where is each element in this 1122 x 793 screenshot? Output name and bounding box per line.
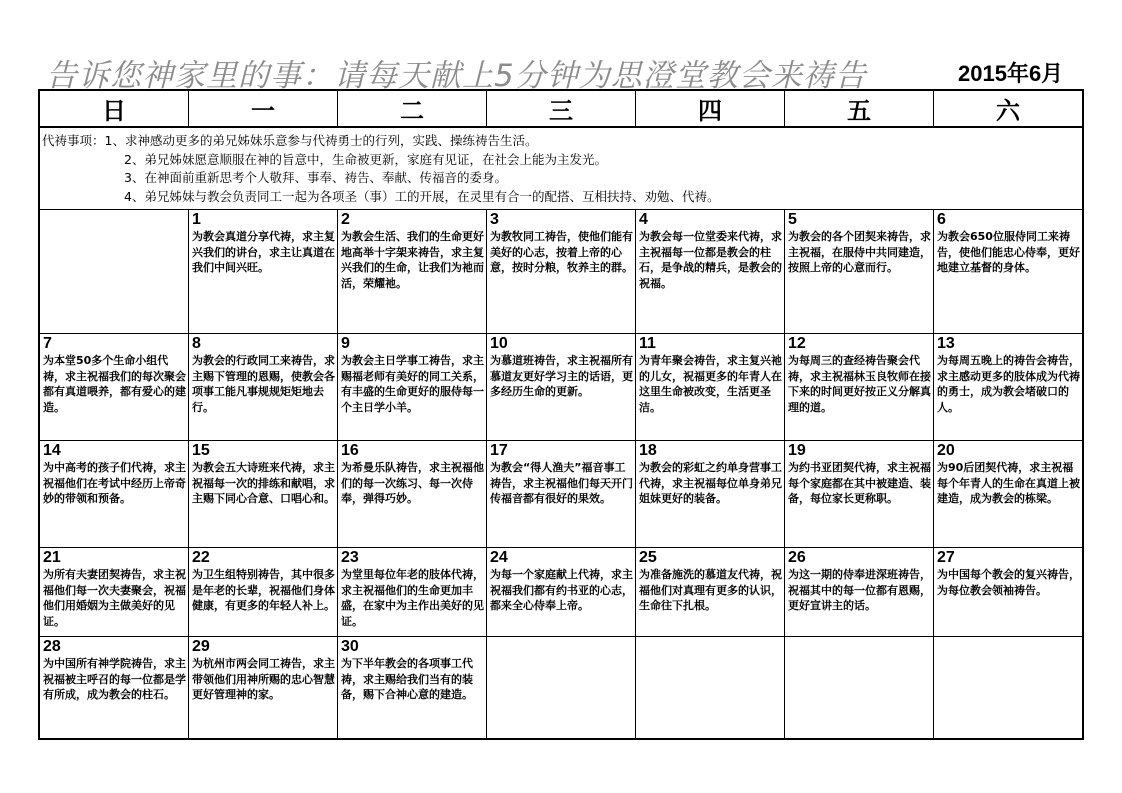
prayer-heading: 代祷事项： xyxy=(42,133,105,148)
day-prayer-text: 为中国每个教会的复兴祷告，为每位教会领袖祷告。 xyxy=(937,568,1080,597)
day-number: 19 xyxy=(788,442,806,459)
day-prayer-text: 为每周五晚上的祷告会祷告，求主感动更多的肢体成为代祷的勇士，成为教会堵破口的人。 xyxy=(937,354,1080,414)
day-number: 23 xyxy=(341,549,359,566)
day-cell xyxy=(40,441,189,547)
day-number: 3 xyxy=(490,211,499,228)
day-cell xyxy=(934,441,1082,547)
day-cell xyxy=(636,548,785,636)
day-prayer-text: 为教会主日学事工祷告，求主赐福老师有美好的同工关系，有丰盛的生命更好的服侍每一个主日学小羊。 xyxy=(341,354,484,414)
day-prayer-text: 为慕道班祷告，求主祝福所有慕道友更好学习主的话语，更多经历生命的更新。 xyxy=(490,354,633,398)
day-number: 18 xyxy=(639,442,657,459)
day-prayer-text: 为卫生组特别祷告，其中很多是年老的长辈，祝福他们身体健康，有更多的年轻人补上。 xyxy=(192,568,335,612)
day-prayer-text: 为每周三的查经祷告聚会代祷，求主祝福林玉良牧师在接下来的时间更好按正义分解真理的道。 xyxy=(788,354,931,414)
day-cell xyxy=(338,637,487,738)
day-prayer-text: 为教会的彩虹之约单身营事工代祷，求主祝福每位单身弟兄姐妹更好的装备。 xyxy=(639,461,782,505)
day-number: 28 xyxy=(43,638,61,655)
day-cell xyxy=(487,548,636,636)
day-number: 16 xyxy=(341,442,359,459)
day-prayer-text: 为下半年教会的各项事工代祷，求主赐给我们当有的装备，赐下合神心意的建造。 xyxy=(341,657,473,701)
day-number: 27 xyxy=(937,549,955,566)
weekday-wed: 三 xyxy=(487,91,636,126)
day-number: 2 xyxy=(341,211,350,228)
day-cell xyxy=(934,334,1082,440)
day-number: 1 xyxy=(192,211,201,228)
day-cell xyxy=(487,637,636,738)
page-title: 告诉您神家里的事：请每天献上5分钟为思澄堂教会来祷告 xyxy=(46,58,867,94)
day-prayer-text: 为教会的各个团契来祷告，求主祝福，在服侍中共同建造，按照上帝的心意而行。 xyxy=(788,230,931,274)
day-prayer-text: 为每一个家庭献上代祷，求主祝福我们都有约书亚的心志，都来全心侍奉上帝。 xyxy=(490,568,633,612)
weekday-mon: 一 xyxy=(189,91,338,126)
day-number: 25 xyxy=(639,549,657,566)
calendar-week-row xyxy=(40,637,1082,738)
day-prayer-text: 为中国所有神学院祷告，求主祝福被主呼召的每一位都是学有所成，成为教会的柱石。 xyxy=(43,657,186,701)
day-prayer-text: 为青年聚会祷告，求主复兴祂的儿女，祝福更多的年青人在这里生命被改变，生活更圣洁。 xyxy=(639,354,782,414)
prayer-item: 2、弟兄姊妹愿意顺服在神的旨意中，生命被更新，家庭有见证，在社会上能为主发光。 xyxy=(124,151,607,167)
day-cell xyxy=(785,441,934,547)
weekday-header xyxy=(40,91,1082,128)
day-prayer-text: 为教会五大诗班来代祷，求主祝福每一次的排练和献唱，求主赐下同心合意、口唱心和。 xyxy=(192,461,335,505)
day-cell xyxy=(338,334,487,440)
day-prayer-text: 为90后团契代祷，求主祝福每个年青人的生命在真道上被建造，成为教会的栋梁。 xyxy=(937,461,1080,505)
day-number: 14 xyxy=(43,442,61,459)
day-number: 13 xyxy=(937,335,955,352)
weekday-tue: 二 xyxy=(338,91,487,126)
day-cell xyxy=(934,548,1082,636)
day-cell xyxy=(487,210,636,333)
day-cell xyxy=(636,637,785,738)
day-cell xyxy=(785,548,934,636)
calendar-week-row xyxy=(40,334,1082,441)
weekday-fri: 五 xyxy=(785,91,934,126)
day-cell xyxy=(189,441,338,547)
prayer-item: 4、弟兄姊妹与教会负责同工一起为各项圣（事）工的开展，在灵里有合一的配搭、互相扶持、劝勉、代祷。 xyxy=(124,188,720,204)
weekday-sat: 六 xyxy=(996,97,1020,125)
day-number: 22 xyxy=(192,549,210,566)
day-cell xyxy=(934,637,1082,738)
day-cell xyxy=(40,548,189,636)
day-cell xyxy=(785,637,934,738)
day-number: 12 xyxy=(788,335,806,352)
day-cell xyxy=(189,210,338,333)
day-cell xyxy=(487,441,636,547)
prayer-item: 3、在神面前重新思考个人敬拜、事奉、祷告、奉献、传福音的委身。 xyxy=(124,170,507,185)
day-cell xyxy=(40,334,189,440)
day-prayer-text: 为堂里每位年老的肢体代祷，求主祝福他们的生命更加丰盛，在家中为主作出美好的见证。 xyxy=(341,568,484,628)
day-cell xyxy=(189,548,338,636)
day-cell xyxy=(189,637,338,738)
day-cell xyxy=(40,210,189,333)
day-number: 11 xyxy=(639,335,656,352)
day-prayer-text: 为教会的行政同工来祷告，求主赐下管理的恩赐，使教会各项事工能凡事规规矩矩地去行。 xyxy=(192,354,335,414)
day-cell xyxy=(785,210,934,333)
day-number: 29 xyxy=(192,638,210,655)
day-number: 24 xyxy=(490,549,508,566)
day-prayer-text: 为教牧同工祷告，使他们能有美好的心志，按着上帝的心意，按时分粮，牧养主的群。 xyxy=(490,230,633,274)
day-prayer-text: 为约书亚团契代祷，求主祝福每个家庭都在其中被建造、装备，每位家长更称职。 xyxy=(788,461,931,505)
day-cell xyxy=(338,441,487,547)
day-number: 30 xyxy=(341,638,359,655)
prayer-item: 1、求神感动更多的弟兄姊妹乐意参与代祷勇士的行列，实践、操练祷告生活。 xyxy=(104,133,538,148)
weekday-sun: 日 xyxy=(40,91,189,126)
day-prayer-text: 为准备施洗的慕道友代祷，祝福他们对真理有更多的认识，生命往下扎根。 xyxy=(639,568,782,612)
calendar-week-row xyxy=(40,548,1082,637)
calendar-week-row xyxy=(40,210,1082,334)
day-cell xyxy=(636,210,785,333)
day-cell xyxy=(338,548,487,636)
day-prayer-text: 为教会每一位堂委来代祷，求主祝福每一位都是教会的柱石，是争战的精兵，是教会的祝福。 xyxy=(639,230,782,290)
day-prayer-text: 为教会650位服侍同工来祷告，使他们能忠心侍奉，更好地建立基督的身体。 xyxy=(937,230,1080,274)
month-label: 2015年6月 xyxy=(958,61,1064,86)
day-number: 10 xyxy=(490,335,508,352)
day-number: 6 xyxy=(937,211,946,228)
day-cell xyxy=(40,637,189,738)
day-number: 15 xyxy=(192,442,210,459)
day-cell xyxy=(487,334,636,440)
day-cell xyxy=(636,334,785,440)
day-number: 9 xyxy=(341,335,350,352)
day-number: 4 xyxy=(639,211,648,228)
day-prayer-text: 为教会“得人渔夫”福音事工祷告，求主祝福他们每天开门传福音都有很好的果效。 xyxy=(490,461,633,505)
prayer-items xyxy=(40,128,1082,210)
day-cell xyxy=(636,441,785,547)
day-cell xyxy=(785,334,934,440)
day-prayer-text: 为中高考的孩子们代祷，求主祝福他们在考试中经历上帝奇妙的带领和预备。 xyxy=(43,461,186,505)
day-number: 26 xyxy=(788,549,806,566)
day-prayer-text: 为所有夫妻团契祷告，求主祝福他们每一次夫妻聚会，祝福他们用婚姻为主做美好的见证。 xyxy=(43,568,186,628)
day-prayer-text: 为杭州市两会同工祷告，求主带领他们用神所赐的忠心智慧更好管理神的家。 xyxy=(192,657,335,701)
day-cell xyxy=(189,334,338,440)
day-number: 20 xyxy=(937,442,955,459)
day-prayer-text: 为本堂50多个生命小组代祷，求主祝福我们的每次聚会都有真道喂养，都有爱心的建造。 xyxy=(43,354,186,414)
day-prayer-text: 为希曼乐队祷告，求主祝福他们的每一次练习、每一次侍奉，弹得巧妙。 xyxy=(341,461,484,505)
day-number: 5 xyxy=(788,211,797,228)
day-number: 17 xyxy=(490,442,508,459)
weekday-thu: 四 xyxy=(636,91,785,126)
day-prayer-text: 为这一期的侍奉进深班祷告，祝福其中的每一位都有恩赐，更好宣讲主的话。 xyxy=(788,568,931,612)
day-prayer-text: 为教会真道分享代祷，求主复兴我们的讲台，求主让真道在我们中间兴旺。 xyxy=(192,230,335,274)
day-cell xyxy=(934,210,1082,333)
day-cell xyxy=(338,210,487,333)
calendar-week-row xyxy=(40,441,1082,548)
calendar-table xyxy=(38,89,1084,740)
day-number: 21 xyxy=(43,549,61,566)
day-number: 8 xyxy=(192,335,201,352)
calendar-weeks xyxy=(40,210,1082,738)
day-prayer-text: 为教会生活、我们的生命更好地高举十字架来祷告，求主复兴我们的生命，让我们为祂而活，荣耀祂。 xyxy=(341,230,484,290)
day-number: 7 xyxy=(43,335,52,352)
